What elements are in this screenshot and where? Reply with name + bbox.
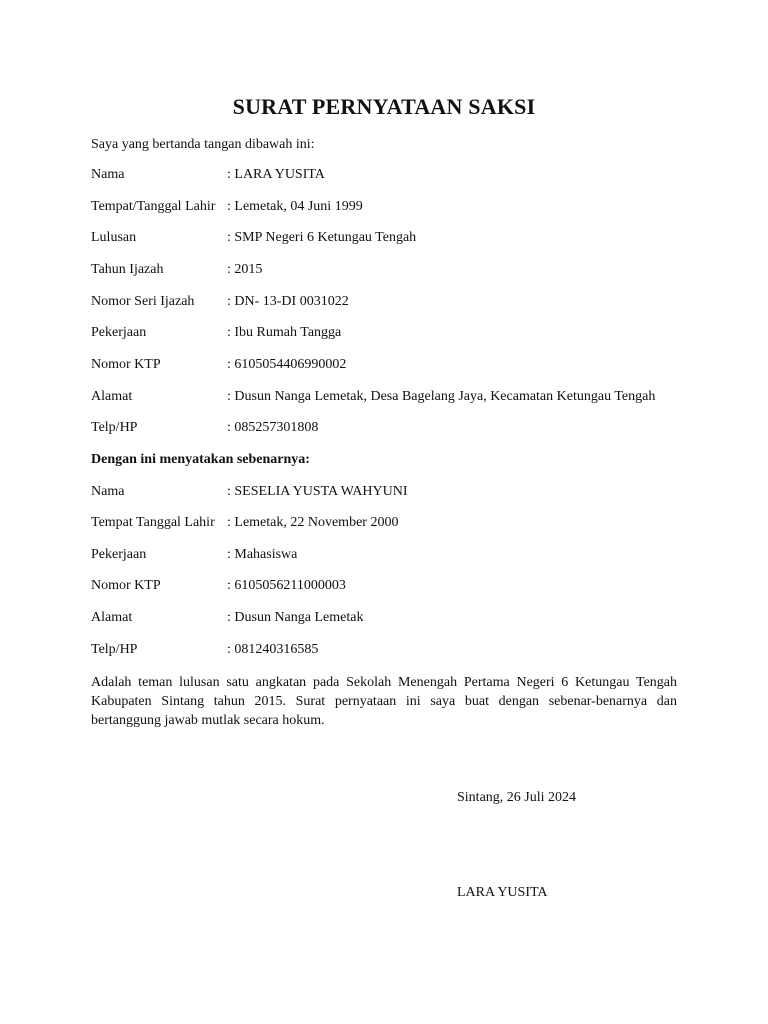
field-label: Tahun Ijazah — [91, 262, 164, 277]
field-label: Nama — [91, 167, 125, 182]
field-label: Alamat — [91, 389, 133, 404]
field-label: Alamat — [91, 610, 133, 625]
signer-name: LARA YUSITA — [457, 885, 548, 900]
subject-row-telp — [91, 642, 691, 662]
field-value: : Dusun Nanga Lemetak — [227, 610, 364, 625]
field-value: : DN- 13-DI 0031022 — [227, 294, 349, 309]
field-value: : 085257301808 — [227, 420, 319, 435]
field-label: Tempat/Tanggal Lahir — [91, 199, 216, 214]
field-label: Telp/HP — [91, 642, 138, 657]
subject-row-alamat — [91, 610, 691, 630]
field-label: Pekerjaan — [91, 325, 147, 340]
subject-row-ttl — [91, 515, 691, 535]
field-value: : Dusun Nanga Lemetak, Desa Bagelang Jaya, Kecamatan Ketungau Tengah — [227, 389, 656, 404]
field-label: Pekerjaan — [91, 547, 147, 562]
field-label: Nomor KTP — [91, 578, 161, 593]
witness-row-tahun-ijazah — [91, 262, 691, 282]
field-label: Nomor KTP — [91, 357, 161, 372]
field-value: : Lemetak, 04 Juni 1999 — [227, 199, 363, 214]
field-label: Telp/HP — [91, 420, 138, 435]
subject-row-nama — [91, 484, 691, 504]
field-value: : LARA YUSITA — [227, 167, 325, 182]
field-label: Tempat Tanggal Lahir — [91, 515, 215, 530]
statement-heading: Dengan ini menyatakan sebenarnya: — [91, 452, 310, 467]
field-value: : 2015 — [227, 262, 263, 277]
field-value: : SMP Negeri 6 Ketungau Tengah — [227, 230, 417, 245]
field-value: : Mahasiswa — [227, 547, 298, 562]
document-title: SURAT PERNYATAAN SAKSI — [232, 94, 536, 119]
witness-row-lulusan — [91, 230, 691, 250]
place-date: Sintang, 26 Juli 2024 — [457, 790, 577, 805]
field-value: : 6105054406990002 — [227, 357, 347, 372]
subject-row-ktp — [91, 578, 691, 598]
field-label: Nama — [91, 484, 125, 499]
witness-row-alamat — [91, 389, 691, 409]
witness-row-telp — [91, 420, 691, 440]
field-label: Nomor Seri Ijazah — [91, 294, 195, 309]
field-value: : 081240316585 — [227, 642, 319, 657]
field-value: : 6105056211000003 — [227, 578, 346, 593]
witness-row-nomor-seri — [91, 294, 691, 314]
witness-row-ktp — [91, 357, 691, 377]
witness-row-pekerjaan — [91, 325, 691, 345]
witness-row-nama — [91, 167, 691, 187]
field-value: : SESELIA YUSTA WAHYUNI — [227, 484, 408, 499]
subject-row-pekerjaan — [91, 547, 691, 567]
body-paragraph: Adalah teman lulusan satu angkatan pada Sekolah Menengah Pertama Negeri 6 Ketungau Tengah Kabupaten Sintang tahun 2015. Surat pernyataan ini saya buat dengan sebenar-benarnya dan bertanggung jawab mutlak secara hokum. — [91, 675, 677, 728]
intro-text: Saya yang bertanda tangan dibawah ini: — [91, 137, 315, 152]
witness-row-ttl — [91, 199, 691, 219]
field-label: Lulusan — [91, 230, 137, 245]
field-value: : Lemetak, 22 November 2000 — [227, 515, 399, 530]
field-value: : Ibu Rumah Tangga — [227, 325, 342, 340]
